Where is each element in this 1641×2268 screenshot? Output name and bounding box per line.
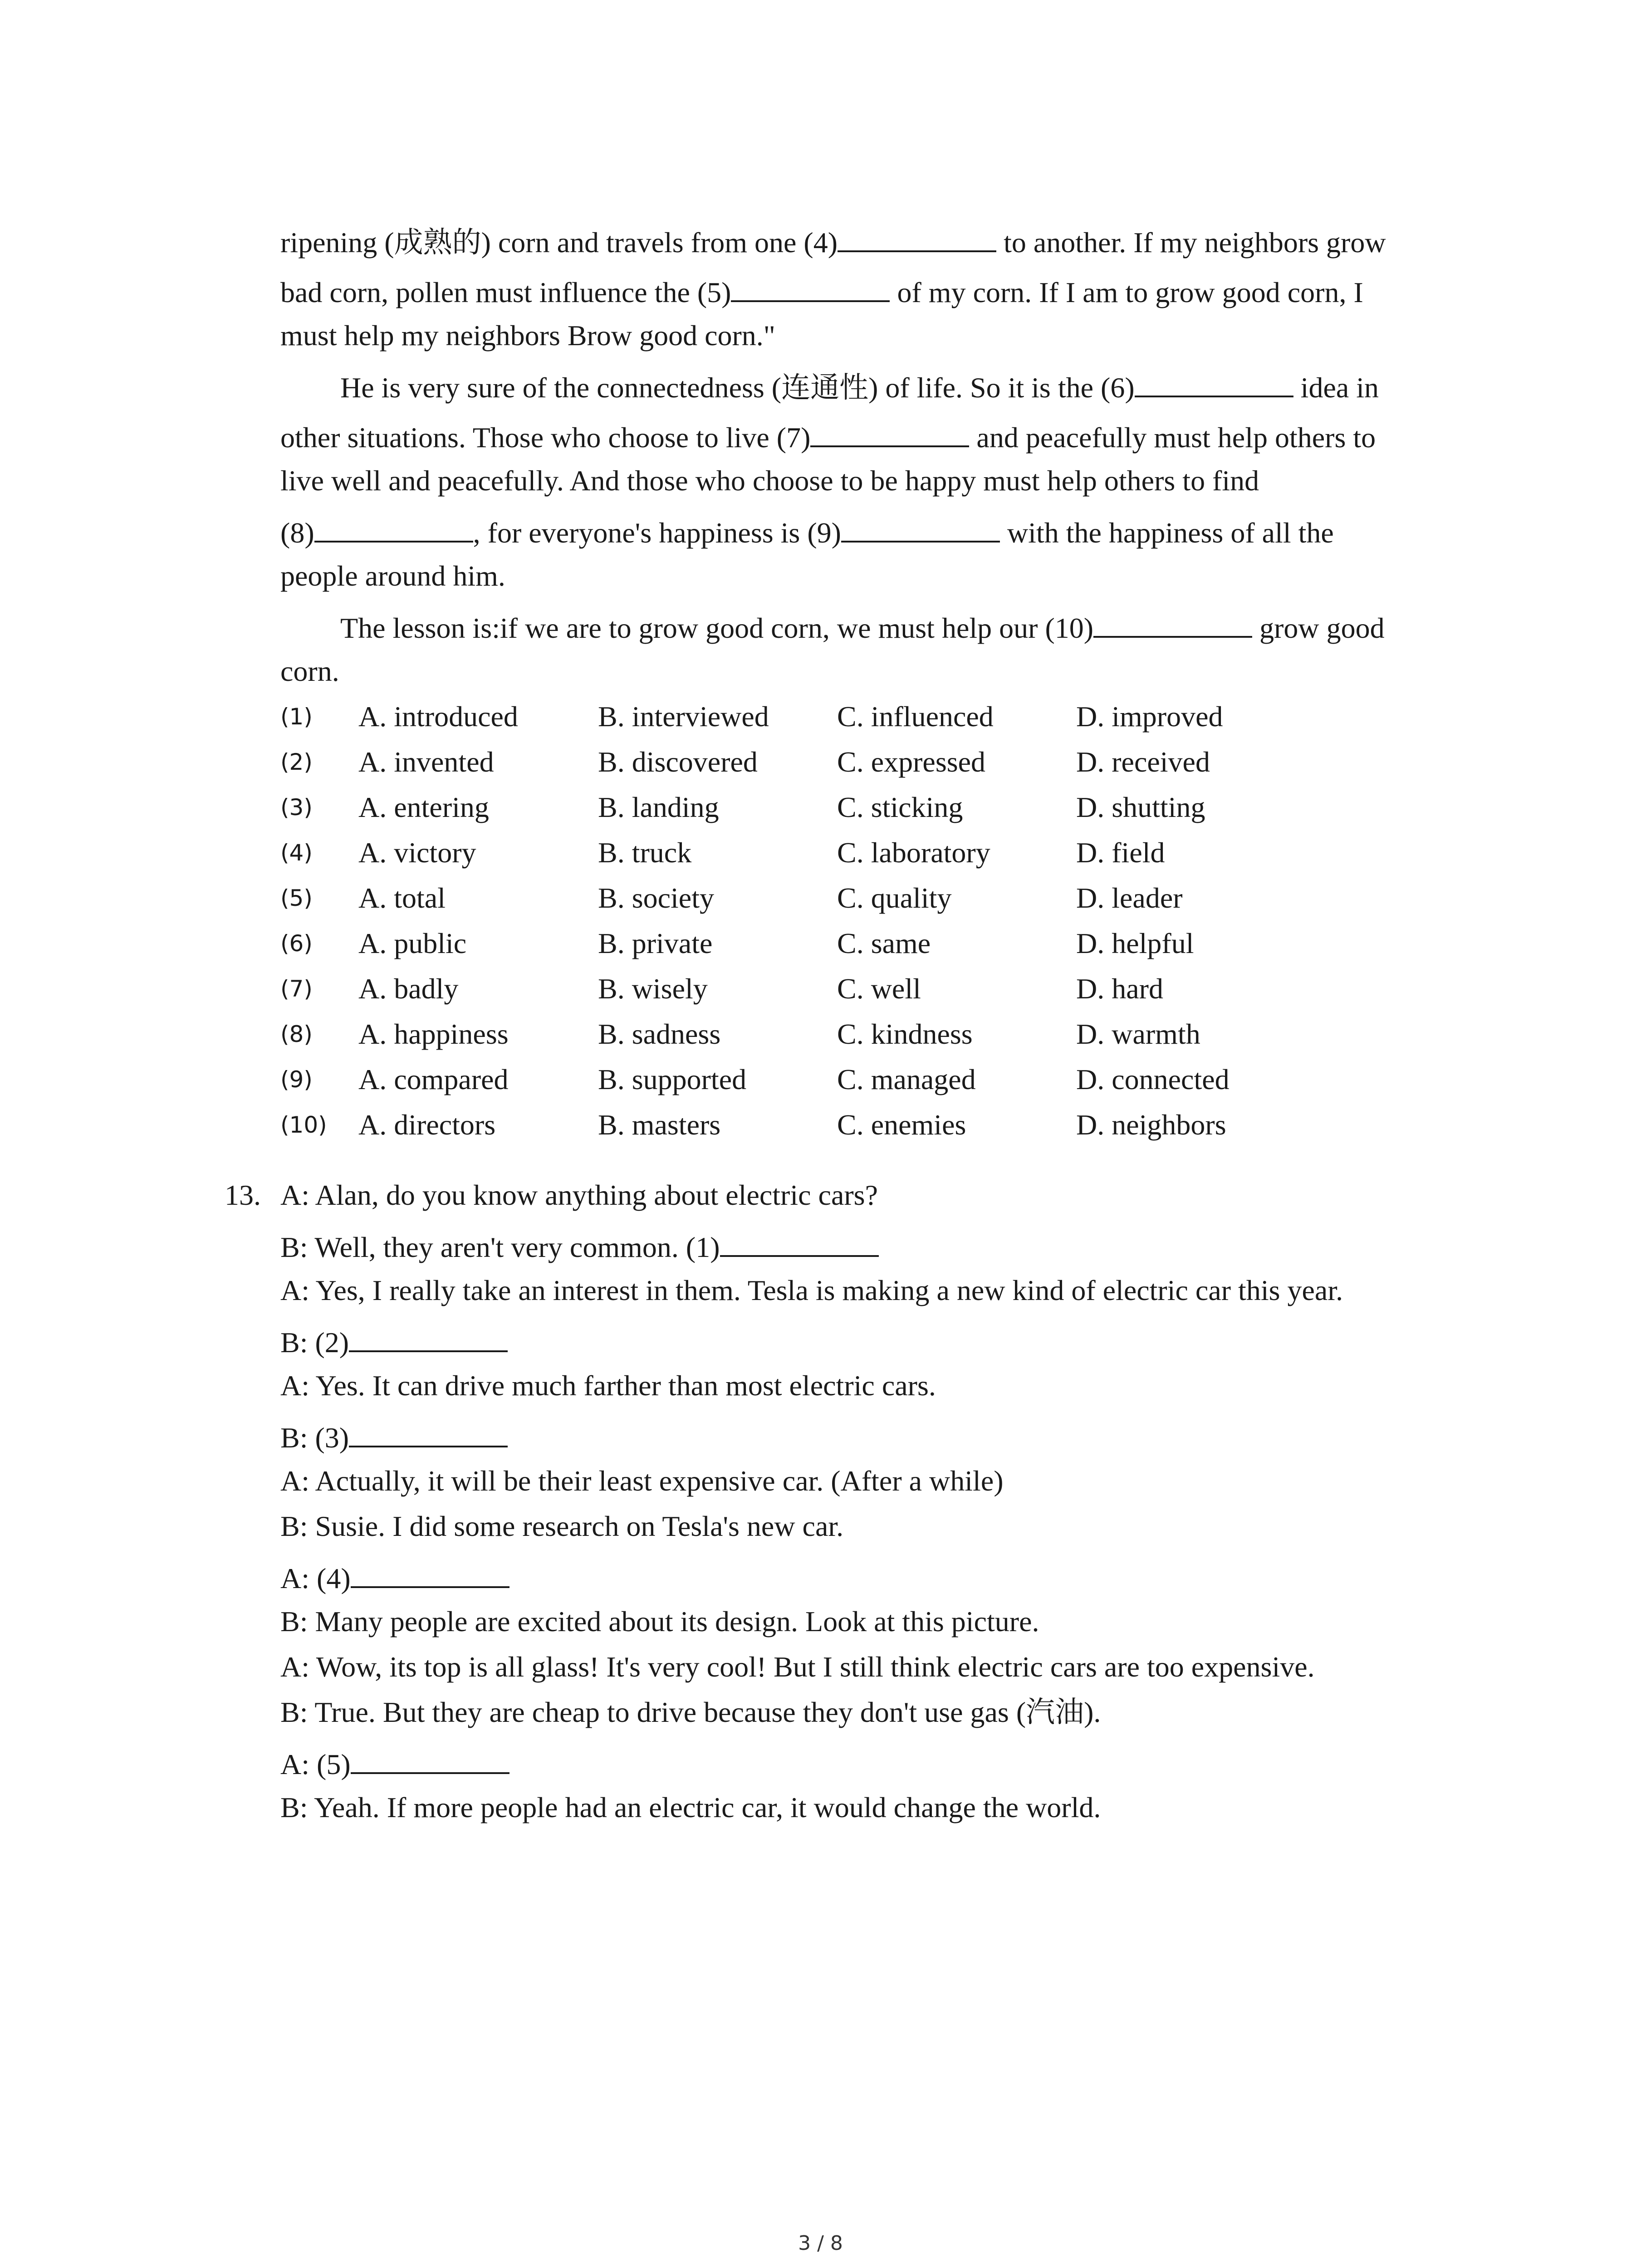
- option-d[interactable]: D. shutting: [1076, 791, 1205, 823]
- option-a[interactable]: A. entering: [358, 791, 489, 823]
- option-c[interactable]: C. well: [837, 973, 921, 1005]
- option-c[interactable]: C. sticking: [837, 791, 963, 823]
- option-d[interactable]: D. connected: [1076, 1063, 1230, 1095]
- passage-line: ripening (成熟的) corn and travels from one (4) to another. If my neighbors grow: [280, 222, 1386, 261]
- option-a[interactable]: A. victory: [358, 836, 476, 869]
- option-d[interactable]: D. neighbors: [1076, 1109, 1226, 1141]
- answer-blank-9[interactable]: [841, 513, 1000, 543]
- option-number: (6): [280, 930, 313, 957]
- option-a[interactable]: A. compared: [358, 1063, 509, 1095]
- dialogue-line: A: Yes. It can drive much farther than most electric cars.: [280, 1369, 936, 1402]
- option-c[interactable]: C. quality: [837, 882, 952, 914]
- option-a[interactable]: A. directors: [358, 1109, 496, 1141]
- option-d[interactable]: D. helpful: [1076, 927, 1194, 959]
- option-number: (10): [280, 1112, 327, 1138]
- option-d[interactable]: D. improved: [1076, 700, 1223, 733]
- dialogue-line: B: True. But they are cheap to drive because they don't use gas (汽油).: [280, 1696, 1101, 1728]
- page-number: 3 / 8: [798, 2232, 843, 2255]
- option-d[interactable]: D. leader: [1076, 882, 1183, 914]
- dialogue-line: B: (2): [280, 1322, 508, 1361]
- option-d[interactable]: D. hard: [1076, 973, 1163, 1005]
- question-number: 13.: [225, 1179, 261, 1211]
- dialogue-line: B: Yeah. If more people had an electric car, it would change the world.: [280, 1791, 1101, 1823]
- option-c[interactable]: C. kindness: [837, 1018, 973, 1050]
- passage-line: live well and peacefully. And those who choose to be happy must help others to find: [280, 464, 1259, 497]
- passage-line: corn.: [280, 655, 339, 687]
- dialogue-line: A: (5): [280, 1744, 509, 1783]
- answer-blank-8[interactable]: [314, 513, 473, 543]
- option-b[interactable]: B. supported: [598, 1063, 747, 1095]
- option-c[interactable]: C. laboratory: [837, 836, 990, 869]
- option-c[interactable]: C. expressed: [837, 746, 986, 778]
- answer-blank-4[interactable]: [838, 222, 996, 252]
- answer-blank-6[interactable]: [1135, 367, 1293, 397]
- passage-line: other situations. Those who choose to live (7) and peacefully must help others to: [280, 417, 1376, 456]
- dialogue-line: B: Well, they aren't very common. (1): [280, 1227, 879, 1266]
- option-d[interactable]: D. warmth: [1076, 1018, 1200, 1050]
- option-a[interactable]: A. public: [358, 927, 467, 959]
- option-number: (3): [280, 794, 313, 821]
- passage-line: (8) , for everyone's happiness is (9) with the happiness of all the: [280, 513, 1334, 551]
- option-b[interactable]: B. private: [598, 927, 713, 959]
- dialogue-blank-4[interactable]: [351, 1558, 509, 1588]
- option-b[interactable]: B. interviewed: [598, 700, 769, 733]
- option-number: (9): [280, 1066, 313, 1093]
- option-number: (1): [280, 704, 313, 730]
- passage-line: The lesson is:if we are to grow good corn, we must help our (10) grow good: [340, 608, 1385, 646]
- option-number: (5): [280, 885, 313, 911]
- option-d[interactable]: D. field: [1076, 836, 1165, 869]
- option-c[interactable]: C. enemies: [837, 1109, 966, 1141]
- option-a[interactable]: A. badly: [358, 973, 459, 1005]
- option-b[interactable]: B. truck: [598, 836, 692, 869]
- dialogue-blank-5[interactable]: [351, 1744, 509, 1774]
- option-b[interactable]: B. landing: [598, 791, 719, 823]
- dialogue-line: B: Susie. I did some research on Tesla's new car.: [280, 1510, 844, 1542]
- dialogue-line: A: Yes, I really take an interest in them. Tesla is making a new kind of electric car this year.: [280, 1274, 1343, 1306]
- option-number: (2): [280, 749, 313, 775]
- passage-line: must help my neighbors Brow good corn.": [280, 319, 775, 352]
- dialogue-line: A: Wow, its top is all glass! It's very cool! But I still think electric cars are too expensive.: [280, 1651, 1315, 1683]
- option-b[interactable]: B. discovered: [598, 746, 758, 778]
- option-number: (4): [280, 840, 313, 866]
- option-b[interactable]: B. wisely: [598, 973, 708, 1005]
- dialogue-blank-3[interactable]: [349, 1418, 508, 1447]
- passage-line: people around him.: [280, 560, 505, 592]
- option-a[interactable]: A. total: [358, 882, 446, 914]
- answer-blank-10[interactable]: [1093, 608, 1252, 638]
- option-b[interactable]: B. masters: [598, 1109, 721, 1141]
- option-d[interactable]: D. received: [1076, 746, 1210, 778]
- passage-line: He is very sure of the connectedness (连通性) of life. So it is the (6) idea in: [340, 367, 1379, 406]
- option-c[interactable]: C. managed: [837, 1063, 976, 1095]
- answer-blank-7[interactable]: [810, 417, 969, 447]
- option-c[interactable]: C. same: [837, 927, 931, 959]
- dialogue-line: B: (3): [280, 1418, 508, 1456]
- option-a[interactable]: A. invented: [358, 746, 494, 778]
- dialogue-blank-2[interactable]: [349, 1322, 508, 1352]
- dialogue-line: A: Alan, do you know anything about electric cars?: [280, 1179, 878, 1211]
- answer-blank-5[interactable]: [731, 272, 890, 302]
- option-c[interactable]: C. influenced: [837, 700, 994, 733]
- passage-line: bad corn, pollen must influence the (5) of my corn. If I am to grow good corn, I: [280, 272, 1363, 311]
- option-number: (7): [280, 976, 313, 1002]
- option-number: (8): [280, 1021, 313, 1047]
- option-a[interactable]: A. happiness: [358, 1018, 509, 1050]
- option-b[interactable]: B. society: [598, 882, 714, 914]
- dialogue-line: A: Actually, it will be their least expensive car. (After a while): [280, 1465, 1004, 1497]
- dialogue-blank-1[interactable]: [720, 1227, 879, 1257]
- dialogue-line: A: (4): [280, 1558, 509, 1597]
- option-b[interactable]: B. sadness: [598, 1018, 721, 1050]
- dialogue-line: B: Many people are excited about its design. Look at this picture.: [280, 1605, 1039, 1637]
- option-a[interactable]: A. introduced: [358, 700, 518, 733]
